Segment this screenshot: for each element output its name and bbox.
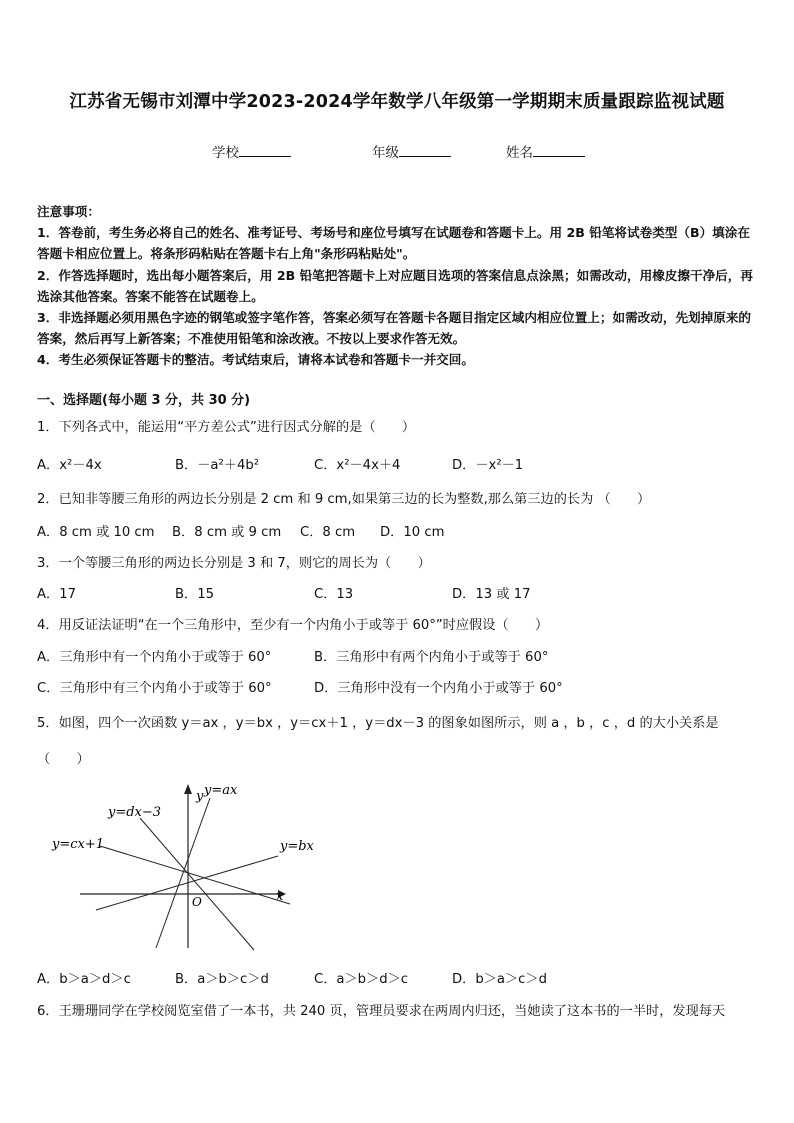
notice-block	[37, 201, 761, 371]
q3-option-c[interactable]: C．13	[314, 587, 354, 602]
label-axis-y: y	[196, 789, 204, 804]
label-ax: y=ax	[204, 783, 238, 798]
q4-option-d[interactable]: D．三角形中没有一个内角小于或等于 60°	[314, 681, 563, 696]
question-5-paren: （ ）	[37, 752, 90, 767]
notice-item: 4．考生必须保证答题卡的整洁。考试结束后，请将本试卷和答题卡一并交回。	[37, 352, 474, 368]
page-title: 江苏省无锡市刘潭中学2023-2024学年数学八年级第一学期期末质量跟踪监视试题	[69, 92, 725, 112]
q5-option-d[interactable]: D．b＞a＞c＞d	[452, 972, 547, 987]
q4-option-c[interactable]: C．三角形中有三个内角小于或等于 60°	[37, 681, 272, 696]
school-field	[212, 141, 291, 161]
q2-option-b[interactable]: B．8 cm 或 9 cm	[172, 525, 282, 540]
school-blank[interactable]	[239, 144, 291, 157]
q2-option-a[interactable]: A．8 cm 或 10 cm	[37, 525, 155, 540]
q5-option-a[interactable]: A．b＞a＞d＞c	[37, 972, 131, 987]
q1-option-d[interactable]: D．－x²－1	[452, 458, 524, 473]
q1-option-b[interactable]: B．－a²＋4b²	[175, 458, 260, 473]
q3-option-a[interactable]: A．17	[37, 587, 76, 602]
name-label: 姓名	[506, 145, 533, 161]
question-6-stem: 6．王珊珊同学在学校阅览室借了一本书，共 240 页，管理员要求在两周内归还，当她读了这本书的一半时，发现每天	[37, 1004, 726, 1019]
y-axis-arrow	[184, 784, 192, 794]
section-heading: 一、选择题(每小题 3 分，共 30 分)	[37, 393, 251, 408]
question-4-stem: 4．用反证法证明“在一个三角形中，至少有一个内角小于或等于 60°”时应假设（ ）	[37, 618, 549, 633]
q3-option-b[interactable]: B．15	[175, 587, 215, 602]
label-dx: y=dx−3	[108, 805, 162, 820]
linear-functions-figure	[40, 778, 340, 958]
grade-label: 年级	[372, 145, 399, 161]
notice-heading: 注意事项：	[37, 204, 100, 219]
notice-item: 3．非选择题必须用黑色字迹的钢笔或签字笔作答，答案必须写在答题卡各题目指定区域内相应位置上；如需改动，先划掉原来的答案，然后再写上新答案；不准使用铅笔和涂改液。不按以上要求作答无效。	[37, 310, 752, 347]
q5-option-b[interactable]: B．a＞b＞c＞d	[175, 972, 269, 987]
q2-option-d[interactable]: D．10 cm	[380, 525, 445, 540]
question-3-stem: 3．一个等腰三角形的两边长分别是 3 和 7，则它的周长为（ ）	[37, 556, 431, 571]
q5-option-c[interactable]: C．a＞b＞d＞c	[314, 972, 409, 987]
question-1-stem: 1．下列各式中，能运用“平方差公式”进行因式分解的是（ ）	[37, 420, 416, 435]
question-5-stem: 5．如图，四个一次函数 y＝ax ，y＝bx ，y＝cx＋1 ，y＝dx－3 的图象如图所示，则 a ，b ，c ，d 的大小关系是	[37, 716, 719, 731]
label-cx: y=cx+1	[52, 837, 105, 852]
line-bx	[96, 856, 278, 910]
label-bx: y=bx	[280, 839, 314, 854]
line-dx	[140, 818, 254, 950]
grade-field	[372, 141, 451, 161]
notice-item: 1．答卷前，考生务必将自己的姓名、准考证号、考场号和座位号填写在试题卷和答题卡上。用 2B 铅笔将试卷类型（B）填涂在答题卡相应位置上。将条形码粘贴在答题卡右上角"条形码粘贴处"。	[37, 225, 750, 262]
name-field	[506, 141, 585, 161]
grade-blank[interactable]	[399, 144, 451, 157]
q2-option-c[interactable]: C．8 cm	[300, 525, 356, 540]
question-2-stem: 2．已知非等腰三角形的两边长分别是 2 cm 和 9 cm,如果第三边的长为整数,那么第三边的长为 （ ）	[37, 492, 651, 507]
line-ax	[156, 798, 210, 948]
label-axis-x: x	[276, 889, 284, 904]
q1-option-a[interactable]: A．x²－4x	[37, 458, 102, 473]
name-blank[interactable]	[533, 144, 585, 157]
q3-option-d[interactable]: D．13 或 17	[452, 587, 531, 602]
q4-option-b[interactable]: B．三角形中有两个内角小于或等于 60°	[314, 650, 549, 665]
label-origin: O	[192, 895, 202, 909]
notice-item: 2．作答选择题时，选出每小题答案后，用 2B 铅笔把答题卡上对应题目选项的答案信息点涂黑；如需改动，用橡皮擦干净后，再选涂其他答案。答案不能答在试题卷上。	[37, 267, 753, 304]
school-label: 学校	[212, 145, 239, 161]
q4-option-a[interactable]: A．三角形中有一个内角小于或等于 60°	[37, 650, 272, 665]
q1-option-c[interactable]: C．x²－4x＋4	[314, 458, 401, 473]
